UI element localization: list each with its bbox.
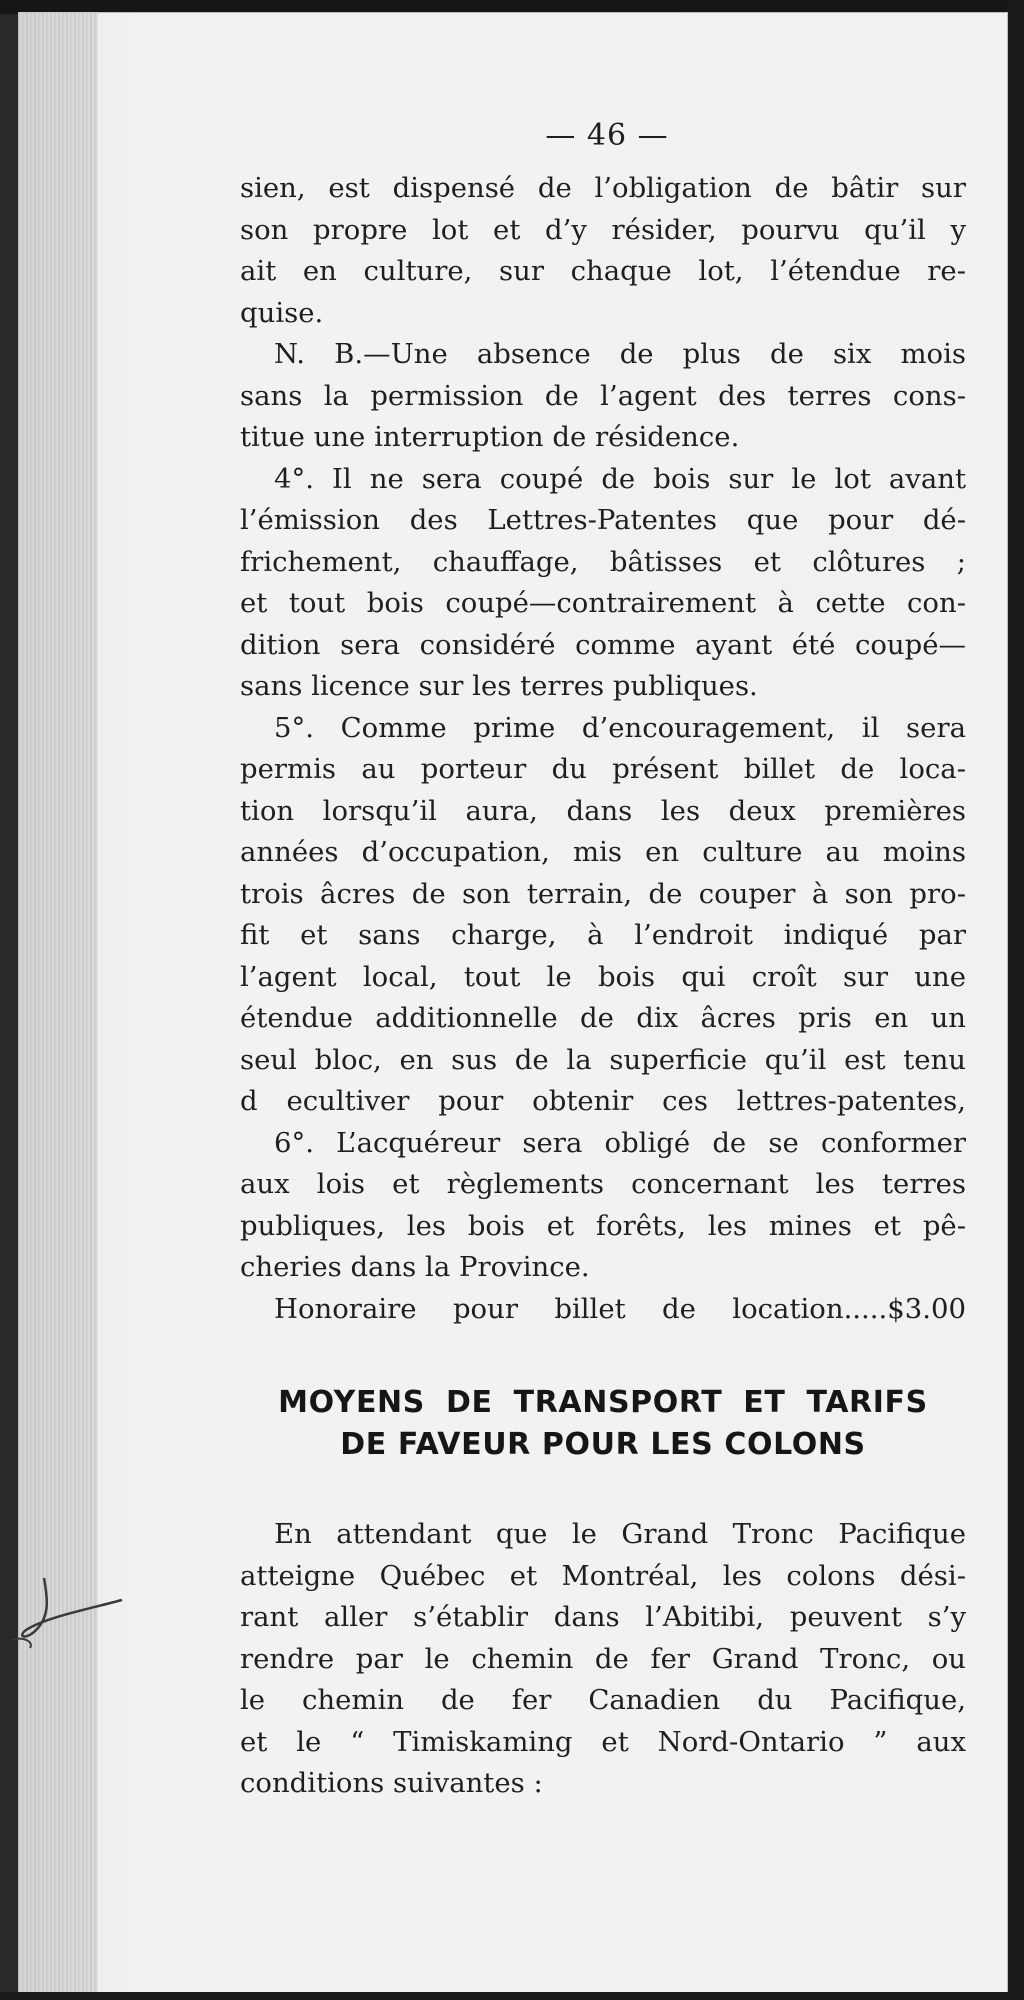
text-line: sans licence sur les terres publiques. xyxy=(240,670,758,702)
text-line: aux lois et règlements concernant les terres xyxy=(240,1168,966,1200)
text-line: rant aller s’établir dans l’Abitibi, peuvent s’y xyxy=(240,1601,966,1633)
text-line: seul bloc, en sus de la superficie qu’il est tenu xyxy=(240,1043,966,1076)
page-gutter-shadow xyxy=(18,12,98,2000)
section-heading xyxy=(240,1382,966,1466)
text-line: N. B.—Une absence de plus de six mois xyxy=(274,338,966,370)
fee-line: Honoraire pour billet de location.....$3.00 xyxy=(274,1292,966,1325)
transport-paragraph xyxy=(240,1514,966,1805)
text-line: permis au porteur du présent billet de loca- xyxy=(240,753,966,785)
paragraph-continuation xyxy=(240,168,966,334)
page-number: — 46 — xyxy=(545,118,669,153)
page-text xyxy=(240,114,966,1805)
text-line: 6°. L’acquéreur sera obligé de se conformer xyxy=(274,1126,966,1159)
text-line: 4°. Il ne sera coupé de bois sur le lot avant xyxy=(274,462,966,495)
text-line: le chemin de fer Canadien du Pacifique, xyxy=(240,1684,966,1716)
text-line: En attendant que le Grand Tronc Pacifique xyxy=(274,1518,966,1550)
clause-5-paragraph xyxy=(240,708,966,1123)
clause-4-paragraph xyxy=(240,459,966,708)
scan-bottom-border xyxy=(0,1992,1024,2000)
nota-bene-paragraph xyxy=(240,334,966,459)
text-line: et tout bois coupé—contrairement à cette con- xyxy=(240,587,966,619)
text-line: l’émission des Lettres-Patentes que pour dé- xyxy=(240,504,966,536)
text-line: cheries dans la Province. xyxy=(240,1251,590,1283)
text-line: tion lorsqu’il aura, dans les deux premières xyxy=(240,794,966,827)
text-line: sans la permission de l’agent des terres cons- xyxy=(240,379,966,412)
text-line: frichement, chauffage, bâtisses et clôtures ; xyxy=(240,545,966,578)
text-line: conditions suivantes : xyxy=(240,1767,543,1799)
text-line: publiques, les bois et forêts, les mines et pê- xyxy=(240,1209,966,1242)
text-line: d ecultiver pour obtenir ces lettres-patentes, xyxy=(240,1085,966,1117)
text-line: dition sera considéré comme ayant été coupé— xyxy=(240,628,966,661)
heading-line-2: DE FAVEUR POUR LES COLONS xyxy=(340,1427,866,1462)
text-line: quise. xyxy=(240,296,324,329)
clause-6-paragraph xyxy=(240,1123,966,1289)
text-line: atteigne Québec et Montréal, les colons dési- xyxy=(240,1559,966,1592)
text-line: fit et sans charge, à l’endroit indiqué par xyxy=(240,919,966,951)
text-line: sien, est dispensé de l’obligation de bâtir sur xyxy=(240,172,966,204)
text-line: rendre par le chemin de fer Grand Tronc, ou xyxy=(240,1642,966,1675)
text-line: trois âcres de son terrain, de couper à son pro- xyxy=(240,877,966,910)
heading-line-1: MOYENS DE TRANSPORT ET TARIFS xyxy=(278,1385,928,1420)
scan-right-border xyxy=(1008,0,1024,2000)
text-line: étendue additionnelle de dix âcres pris en un xyxy=(240,1002,966,1034)
text-line: 5°. Comme prime d’encouragement, il sera xyxy=(274,711,966,744)
text-line: l’agent local, tout le bois qui croît sur une xyxy=(240,960,966,993)
text-line: et le “ Timiskaming et Nord-Ontario ” aux xyxy=(240,1725,966,1758)
text-line: son propre lot et d’y résider, pourvu qu’il y xyxy=(240,213,966,246)
text-line: ait en culture, sur chaque lot, l’étendue re- xyxy=(240,255,966,287)
text-line: titue une interruption de résidence. xyxy=(240,421,740,453)
text-line: années d’occupation, mis en culture au moins xyxy=(240,836,966,868)
pencil-mark-icon xyxy=(4,1570,124,1660)
